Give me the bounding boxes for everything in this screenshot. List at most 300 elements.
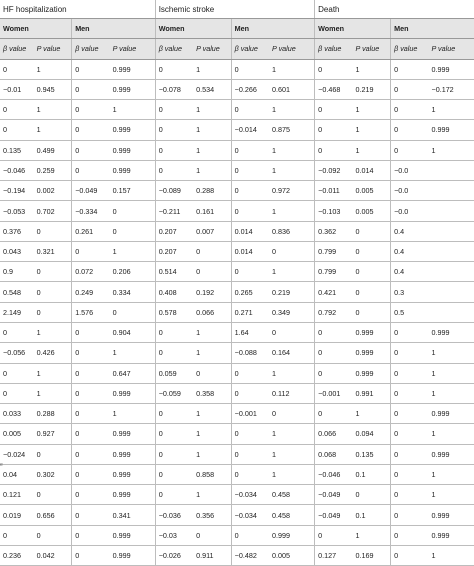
- table-cell: 0: [353, 262, 391, 282]
- table-cell: 0: [315, 59, 353, 79]
- table-cell: 0: [391, 343, 429, 363]
- table-cell: 0: [315, 120, 353, 140]
- table-cell: 1: [34, 120, 72, 140]
- table-cell: 1: [353, 140, 391, 160]
- table-cell: 0.999: [110, 383, 156, 403]
- table-cell: 0: [391, 424, 429, 444]
- table-cell: 1: [193, 322, 231, 342]
- table-cell: 0: [155, 59, 193, 79]
- table-cell: 0.858: [193, 464, 231, 484]
- table-cell: 1: [269, 160, 315, 180]
- table-cell: 0.014: [353, 160, 391, 180]
- table-cell: 1: [193, 424, 231, 444]
- table-cell: 0.349: [269, 302, 315, 322]
- table-cell: 0: [72, 464, 110, 484]
- table-cell: 1: [429, 140, 474, 160]
- table-cell: 0.999: [429, 404, 474, 424]
- table-cell: −0.088: [231, 343, 269, 363]
- table-cell: 0.875: [269, 120, 315, 140]
- table-cell: 0: [193, 525, 231, 545]
- table-cell: 1: [269, 59, 315, 79]
- table-cell: 0: [193, 241, 231, 261]
- p-header: P value: [429, 39, 474, 59]
- table-cell: 0.334: [110, 282, 156, 302]
- table-row: [0, 383, 474, 403]
- table-cell: −0.026: [155, 545, 193, 565]
- table-cell: 0.059: [155, 363, 193, 383]
- table-cell: [429, 160, 474, 180]
- table-cell: 0.007: [193, 221, 231, 241]
- table-cell: 1: [193, 59, 231, 79]
- table-cell: −0.001: [231, 404, 269, 424]
- table-row: [0, 525, 474, 545]
- table-cell: 0.999: [110, 120, 156, 140]
- table-cell: 0.002: [34, 181, 72, 201]
- table-cell: 1: [34, 363, 72, 383]
- table-cell: 0.999: [353, 363, 391, 383]
- table-cell: 0: [34, 525, 72, 545]
- table-cell: 0: [72, 485, 110, 505]
- table-cell: 0: [353, 241, 391, 261]
- table-cell: 0.219: [353, 79, 391, 99]
- table-cell: 0: [391, 404, 429, 424]
- table-cell: 0: [34, 262, 72, 282]
- table-cell: 0.164: [269, 343, 315, 363]
- table-cell: 1: [429, 424, 474, 444]
- table-cell: −0.049: [72, 181, 110, 201]
- table-cell: −0.103: [315, 201, 353, 221]
- table-cell: 0.499: [34, 140, 72, 160]
- table-row: [0, 100, 474, 120]
- table-cell: 0: [315, 140, 353, 160]
- table-cell: 0: [391, 120, 429, 140]
- table-cell: 0.042: [34, 545, 72, 565]
- table-cell: 0.019: [0, 505, 34, 525]
- death-men-header: Men: [391, 19, 474, 39]
- table-cell: 0.4: [391, 262, 429, 282]
- table-cell: 0.656: [34, 505, 72, 525]
- table-cell: 0: [353, 282, 391, 302]
- table-cell: 0: [72, 404, 110, 424]
- table-cell: [429, 241, 474, 261]
- table-cell: 0.991: [353, 383, 391, 403]
- table-row: [0, 505, 474, 525]
- table-cell: 0: [231, 140, 269, 160]
- table-cell: [429, 201, 474, 221]
- table-cell: 0: [72, 545, 110, 565]
- table-cell: 0: [72, 100, 110, 120]
- table-cell: 0: [231, 59, 269, 79]
- table-cell: 1: [269, 464, 315, 484]
- table-cell: −0.046: [315, 464, 353, 484]
- table-cell: 0.014: [231, 221, 269, 241]
- table-cell: 0: [231, 160, 269, 180]
- table-cell: 0: [0, 363, 34, 383]
- table-cell: 0: [231, 464, 269, 484]
- table-row: [0, 262, 474, 282]
- table-cell: 0: [269, 241, 315, 261]
- table-cell: 0.066: [193, 302, 231, 322]
- table-cell: 1: [269, 140, 315, 160]
- hf-women-header: Women: [0, 19, 72, 39]
- table-cell: 0: [72, 79, 110, 99]
- table-cell: 0: [0, 525, 34, 545]
- table-cell: 0: [34, 444, 72, 464]
- table-cell: 0.534: [193, 79, 231, 99]
- table-cell: 0.999: [110, 140, 156, 160]
- table-cell: 0: [155, 464, 193, 484]
- table-cell: 1: [353, 404, 391, 424]
- table-cell: −0.172: [429, 79, 474, 99]
- table-body: [0, 59, 474, 566]
- p-header: P value: [110, 39, 156, 59]
- stat-header-row: [0, 39, 474, 59]
- table-cell: 0: [353, 485, 391, 505]
- table-cell: 0.999: [110, 525, 156, 545]
- table-cell: 0: [110, 201, 156, 221]
- table-cell: 0: [72, 444, 110, 464]
- table-cell: 0: [72, 160, 110, 180]
- stroke-women-header: Women: [155, 19, 231, 39]
- table-cell: 0.005: [269, 545, 315, 565]
- table-cell: 0: [231, 100, 269, 120]
- table-cell: 0: [315, 100, 353, 120]
- table-cell: 0.458: [269, 485, 315, 505]
- death-women-header: Women: [315, 19, 391, 39]
- table-cell: 0: [110, 302, 156, 322]
- table-cell: 1: [429, 464, 474, 484]
- table-cell: 1: [429, 485, 474, 505]
- table-cell: 1: [269, 262, 315, 282]
- table-cell: −0.049: [315, 505, 353, 525]
- table-cell: 0.999: [429, 120, 474, 140]
- table-cell: 1: [110, 100, 156, 120]
- table-cell: −0.03: [155, 525, 193, 545]
- table-cell: 0.999: [110, 79, 156, 99]
- table-cell: −0.266: [231, 79, 269, 99]
- table-cell: 0.219: [269, 282, 315, 302]
- table-cell: −0.0: [391, 160, 429, 180]
- table-cell: 1: [34, 100, 72, 120]
- table-cell: 0: [34, 485, 72, 505]
- table-cell: 0: [72, 525, 110, 545]
- table-cell: 0.236: [0, 545, 34, 565]
- table-cell: −0.036: [155, 505, 193, 525]
- sex-header-row: [0, 19, 474, 39]
- table-row: [0, 464, 474, 484]
- table-row: [0, 282, 474, 302]
- table-cell: 0.999: [110, 59, 156, 79]
- table-cell: 0: [155, 322, 193, 342]
- table-cell: 0.514: [155, 262, 193, 282]
- table-cell: 0.157: [110, 181, 156, 201]
- table-cell: 0.135: [353, 444, 391, 464]
- table-cell: 0.1: [353, 464, 391, 484]
- table-cell: 0.999: [429, 59, 474, 79]
- table-cell: 0.799: [315, 262, 353, 282]
- table-cell: 1: [269, 201, 315, 221]
- table-cell: 1: [110, 241, 156, 261]
- table-cell: 0.4: [391, 221, 429, 241]
- table-cell: 0: [391, 505, 429, 525]
- table-row: [0, 241, 474, 261]
- table-row: [0, 201, 474, 221]
- table-cell: −0.024: [0, 444, 34, 464]
- table-cell: 0.911: [193, 545, 231, 565]
- table-cell: 0.999: [353, 322, 391, 342]
- table-row: [0, 79, 474, 99]
- table-cell: 0.999: [110, 444, 156, 464]
- table-cell: 0: [0, 383, 34, 403]
- table-cell: 0.999: [429, 322, 474, 342]
- table-cell: 0.249: [72, 282, 110, 302]
- table-cell: 0.321: [34, 241, 72, 261]
- table-cell: 0.999: [429, 525, 474, 545]
- table-cell: 0: [231, 525, 269, 545]
- table-cell: 1: [353, 120, 391, 140]
- table-cell: 0.043: [0, 241, 34, 261]
- table-cell: 0.792: [315, 302, 353, 322]
- table-cell: 0: [391, 444, 429, 464]
- table-cell: 1: [193, 100, 231, 120]
- table-cell: 0.999: [110, 464, 156, 484]
- table-cell: −0.482: [231, 545, 269, 565]
- beta-header: β value: [391, 39, 429, 59]
- table-cell: 0.999: [429, 444, 474, 464]
- table-cell: 0.458: [269, 505, 315, 525]
- table-cell: 0.647: [110, 363, 156, 383]
- table-cell: −0.194: [0, 181, 34, 201]
- table-cell: 0: [231, 383, 269, 403]
- table-cell: 0.601: [269, 79, 315, 99]
- table-cell: 0: [391, 525, 429, 545]
- table-cell: 0: [155, 404, 193, 424]
- p-header: P value: [34, 39, 72, 59]
- table-cell: 0.421: [315, 282, 353, 302]
- table-cell: 0.356: [193, 505, 231, 525]
- table-cell: 0.999: [110, 424, 156, 444]
- table-cell: 0: [391, 363, 429, 383]
- table-cell: 0: [391, 545, 429, 565]
- table-cell: 0: [231, 262, 269, 282]
- beta-header: β value: [231, 39, 269, 59]
- table-cell: −0.0: [391, 201, 429, 221]
- table-cell: 0.261: [72, 221, 110, 241]
- table-cell: 0.362: [315, 221, 353, 241]
- table-cell: 0.207: [155, 241, 193, 261]
- table-cell: −0.011: [315, 181, 353, 201]
- table-cell: 0: [110, 221, 156, 241]
- table-cell: 0: [315, 404, 353, 424]
- table-row: [0, 485, 474, 505]
- table-cell: 0.112: [269, 383, 315, 403]
- table-cell: 0.4: [391, 241, 429, 261]
- p-header: P value: [353, 39, 391, 59]
- p-header: P value: [269, 39, 315, 59]
- table-cell: −0.001: [315, 383, 353, 403]
- p-header: P value: [193, 39, 231, 59]
- table-cell: 0: [155, 100, 193, 120]
- table-cell: 1: [429, 363, 474, 383]
- table-cell: 0.358: [193, 383, 231, 403]
- table-cell: 0: [34, 302, 72, 322]
- table-cell: 0.161: [193, 201, 231, 221]
- beta-header: β value: [155, 39, 193, 59]
- table-cell: 1: [193, 140, 231, 160]
- table-cell: 0: [193, 262, 231, 282]
- table-cell: 0: [72, 424, 110, 444]
- table-cell: −0.211: [155, 201, 193, 221]
- table-cell: 0.072: [72, 262, 110, 282]
- outcome-header-death: Death: [315, 0, 474, 19]
- table-cell: 0: [34, 221, 72, 241]
- table-cell: 0.288: [193, 181, 231, 201]
- table-cell: 1: [353, 525, 391, 545]
- table-row: [0, 363, 474, 383]
- hf-men-header: Men: [72, 19, 156, 39]
- table-cell: 0.702: [34, 201, 72, 221]
- table-cell: 0: [0, 100, 34, 120]
- table-cell: 0.999: [110, 485, 156, 505]
- table-row: [0, 181, 474, 201]
- table-cell: −0.049: [315, 485, 353, 505]
- table-cell: 0.999: [110, 160, 156, 180]
- table-cell: 2.149: [0, 302, 34, 322]
- table-cell: 0: [0, 59, 34, 79]
- table-cell: 0.302: [34, 464, 72, 484]
- table-cell: 0.999: [269, 525, 315, 545]
- table-cell: −0.053: [0, 201, 34, 221]
- table-cell: 0: [231, 424, 269, 444]
- table-cell: −0.059: [155, 383, 193, 403]
- table-row: [0, 140, 474, 160]
- table-cell: 0: [391, 322, 429, 342]
- table-cell: 0: [391, 59, 429, 79]
- table-cell: 0: [315, 363, 353, 383]
- table-cell: 0: [72, 59, 110, 79]
- table-cell: 0: [72, 383, 110, 403]
- table-cell: 0.066: [315, 424, 353, 444]
- beta-header: β value: [315, 39, 353, 59]
- table-cell: −0.0: [391, 181, 429, 201]
- table-cell: 0: [391, 485, 429, 505]
- table-cell: 0.836: [269, 221, 315, 241]
- table-cell: 0: [155, 424, 193, 444]
- table-cell: 0: [315, 343, 353, 363]
- table-row: [0, 424, 474, 444]
- table-cell: 0.121: [0, 485, 34, 505]
- table-row: [0, 221, 474, 241]
- table-row: [0, 404, 474, 424]
- table-cell: 0.376: [0, 221, 34, 241]
- table-cell: 0.799: [315, 241, 353, 261]
- table-cell: 0: [391, 79, 429, 99]
- table-cell: 1: [193, 404, 231, 424]
- table-cell: 0.927: [34, 424, 72, 444]
- beta-header: β value: [72, 39, 110, 59]
- table-cell: 0.945: [34, 79, 72, 99]
- table-cell: 0.3: [391, 282, 429, 302]
- stroke-men-header: Men: [231, 19, 315, 39]
- table-cell: 1: [34, 383, 72, 403]
- table-cell: 0.271: [231, 302, 269, 322]
- table-cell: 1: [269, 424, 315, 444]
- table-cell: 0: [231, 444, 269, 464]
- table-cell: 0.127: [315, 545, 353, 565]
- table-cell: 0.192: [193, 282, 231, 302]
- table-cell: 1: [429, 343, 474, 363]
- table-cell: 0: [353, 302, 391, 322]
- table-cell: 1: [193, 343, 231, 363]
- table-cell: 1: [269, 363, 315, 383]
- table-cell: 0: [231, 181, 269, 201]
- table-cell: 1: [429, 545, 474, 565]
- table-cell: 0: [72, 363, 110, 383]
- table-cell: 0.972: [269, 181, 315, 201]
- table-row: [0, 545, 474, 565]
- table-cell: −0.046: [0, 160, 34, 180]
- table-cell: 0: [155, 444, 193, 464]
- table-cell: 0: [155, 120, 193, 140]
- table-cell: 1: [193, 120, 231, 140]
- table-cell: 0.005: [353, 181, 391, 201]
- table-cell: 1: [429, 383, 474, 403]
- table-cell: [429, 302, 474, 322]
- table-cell: 0.005: [353, 201, 391, 221]
- table-cell: 1: [110, 343, 156, 363]
- table-cell: 1: [110, 404, 156, 424]
- table-cell: 0.578: [155, 302, 193, 322]
- table-cell: 1: [353, 59, 391, 79]
- table-cell: 0.135: [0, 140, 34, 160]
- table-cell: 0.999: [429, 505, 474, 525]
- table-cell: 0: [353, 221, 391, 241]
- table-cell: 0.033: [0, 404, 34, 424]
- table-cell: 0: [193, 363, 231, 383]
- table-cell: 1: [353, 100, 391, 120]
- table-cell: 1: [34, 322, 72, 342]
- table-cell: −0.089: [155, 181, 193, 201]
- table-cell: [429, 262, 474, 282]
- table-cell: 1: [429, 100, 474, 120]
- table-cell: 0.904: [110, 322, 156, 342]
- table-cell: 0: [72, 505, 110, 525]
- table-cell: 0: [231, 201, 269, 221]
- table-cell: 0.068: [315, 444, 353, 464]
- table-cell: 0: [231, 363, 269, 383]
- table-cell: −0.092: [315, 160, 353, 180]
- table-cell: [429, 181, 474, 201]
- table-cell: 0.094: [353, 424, 391, 444]
- table-cell: 0: [72, 120, 110, 140]
- beta-header: β value: [0, 39, 34, 59]
- table-cell: 0: [155, 160, 193, 180]
- table-row: [0, 444, 474, 464]
- table-cell: −0.056: [0, 343, 34, 363]
- table-cell: 0.408: [155, 282, 193, 302]
- table-cell: 0: [269, 322, 315, 342]
- table-cell: 0: [391, 140, 429, 160]
- table-cell: 0: [155, 485, 193, 505]
- outcome-header-hf: HF hospitalization: [0, 0, 155, 19]
- table-cell: 1: [34, 59, 72, 79]
- table-cell: 1: [269, 444, 315, 464]
- table-cell: [429, 282, 474, 302]
- table-cell: 0.04: [0, 464, 34, 484]
- outcome-header-row: [0, 0, 474, 19]
- table-cell: −0.078: [155, 79, 193, 99]
- table-cell: 0.207: [155, 221, 193, 241]
